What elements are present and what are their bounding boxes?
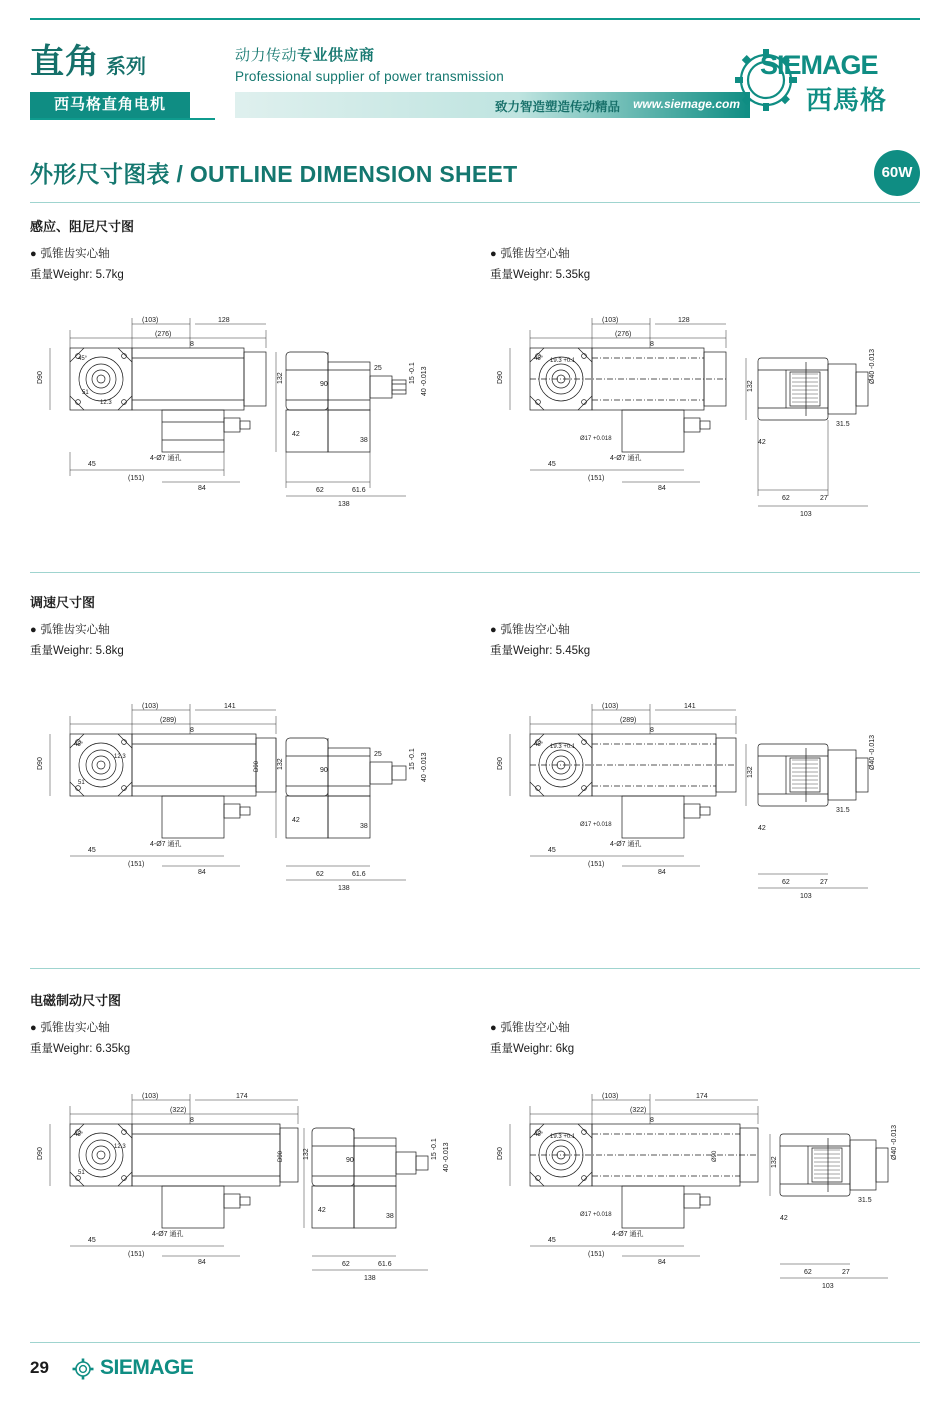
dim-g: D90 [37,371,44,384]
svg-text:12.3: 12.3 [114,1144,126,1150]
svg-text:27: 27 [842,1269,850,1276]
section-1-title: 感应、阻尼尺寸图 [30,219,135,234]
dim-a: (103) [142,317,159,324]
brand-subtitle-bar: 西马格直角电机 [30,92,190,118]
svg-text:31.5: 31.5 [836,421,850,428]
svg-text:84: 84 [198,1259,206,1266]
dim-q: 40 -0.013 [421,366,428,396]
drawing-1-right [490,300,920,530]
svg-text:40 -0.013: 40 -0.013 [443,1142,450,1172]
svg-text:(151): (151) [588,861,605,868]
svg-text:27: 27 [820,879,828,886]
bullet-dot-icon: ● [30,1022,37,1034]
svg-text:Ø17 +0.018: Ø17 +0.018 [580,1212,612,1218]
page-header [30,40,920,126]
footer-logo: SIEMAGE [100,1356,194,1379]
svg-text:38: 38 [386,1213,394,1220]
title-divider [30,202,920,203]
svg-text:84: 84 [658,869,666,876]
svg-text:45°: 45° [534,356,544,362]
drawing-3-left [30,1076,460,1291]
svg-text:8: 8 [650,341,654,348]
section-2-right-weight: 重量Weighr: 5.45kg [490,645,591,657]
section-2-divider [30,968,920,969]
svg-text:D90: D90 [37,757,44,770]
logo-wordmark-cn: 西馬格 [806,85,888,115]
section-1-right-bullet [490,245,920,261]
dim-b: 128 [218,317,230,324]
svg-text:62: 62 [316,871,324,878]
section-induction-damping [30,216,920,281]
svg-text:31.5: 31.5 [858,1197,872,1204]
svg-text:15 -0.1: 15 -0.1 [431,1138,438,1160]
website-link[interactable]: www.siemage.com [633,97,740,111]
brand-underline [30,118,215,120]
section-1-left-header [30,245,460,282]
svg-text:19.3 +0.1: 19.3 +0.1 [550,358,576,364]
dim-p: 15 -0.1 [409,362,416,384]
section-1-left-bullet [30,245,460,261]
svg-text:(276): (276) [615,331,632,338]
svg-text:15 -0.1: 15 -0.1 [409,748,416,770]
dim-r: 12.3 [100,400,112,406]
section-3-right-bullet-text: 弧锥齿空心轴 [500,1022,570,1034]
svg-text:27: 27 [820,495,828,502]
bullet-dot-icon: ● [30,624,37,636]
dim-e: 84 [198,485,206,492]
svg-text:132: 132 [277,758,284,770]
section-3-right-header [490,1019,920,1056]
logo-wordmark: SIEMAGE [760,50,878,80]
svg-text:8: 8 [650,727,654,734]
gear-icon [72,1358,94,1380]
section-3-left-weight: 重量Weighr: 6.35kg [30,1043,131,1055]
page-title: 外形尺寸图表 / OUTLINE DIMENSION SHEET [30,161,518,187]
svg-text:(289): (289) [160,717,177,724]
dim-s: 51 [82,390,89,396]
svg-text:45: 45 [548,461,556,468]
svg-text:42: 42 [318,1207,326,1214]
svg-text:(151): (151) [128,1251,145,1258]
svg-text:4-Ø7 通孔: 4-Ø7 通孔 [610,455,642,462]
section-2-left-header [30,621,460,658]
slogan-english: Professional supplier of power transmission [235,69,504,84]
svg-text:141: 141 [684,703,696,710]
svg-text:42: 42 [758,825,766,832]
svg-text:141: 141 [224,703,236,710]
svg-text:19.3 +0.1: 19.3 +0.1 [550,1134,576,1140]
svg-text:45: 45 [548,1237,556,1244]
header-gradient-cn: 致力智造塑造传动精品 [494,100,620,114]
top-divider [30,18,920,20]
section-3-left-header [30,1019,460,1056]
svg-text:(103): (103) [142,703,159,710]
svg-text:132: 132 [771,1156,778,1168]
svg-text:D90: D90 [497,1147,504,1160]
dim-ang: 45° [78,356,88,362]
section-1-right-header [490,245,920,282]
section-3-columns [30,1019,920,1055]
dim-holes: 4-Ø7 通孔 [150,455,182,462]
svg-text:4-Ø7 通孔: 4-Ø7 通孔 [612,1231,644,1238]
svg-text:132: 132 [303,1148,310,1160]
section-3-right-weight: 重量Weighr: 6kg [490,1043,575,1055]
drawing-3-right [490,1076,920,1291]
svg-text:(151): (151) [588,1251,605,1258]
section-2-title: 调速尺寸图 [30,595,96,610]
brand-title [30,40,215,89]
section-2-left-bullet [30,621,460,637]
svg-text:174: 174 [236,1093,248,1100]
svg-text:132: 132 [747,380,754,392]
svg-text:(103): (103) [142,1093,159,1100]
svg-text:(103): (103) [602,317,619,324]
svg-text:Ø40 -0.013: Ø40 -0.013 [891,1124,898,1160]
drawing-1-left [30,300,460,530]
svg-text:Ø17 +0.018: Ø17 +0.018 [580,436,612,442]
section-3-right-bullet [490,1019,920,1035]
dim-c: 8 [190,341,194,348]
svg-text:25: 25 [374,751,382,758]
svg-text:42: 42 [758,439,766,446]
brand-block [30,40,215,126]
dim-j: 42 [292,431,300,438]
svg-text:84: 84 [658,1259,666,1266]
svg-text:Ø90: Ø90 [712,1150,718,1162]
svg-text:45°: 45° [534,742,544,748]
page-title-row [30,150,920,198]
slogan-cn-part2: 专业供应商 [297,47,375,64]
svg-text:4-Ø7 通孔: 4-Ø7 通孔 [610,841,642,848]
svg-text:8: 8 [190,727,194,734]
svg-text:8: 8 [190,1117,194,1124]
drawing-2-right [490,686,920,901]
section-electromagnetic-brake [30,990,920,1055]
svg-text:8: 8 [650,1117,654,1124]
svg-text:(103): (103) [602,703,619,710]
bullet-dot-icon: ● [490,248,497,260]
svg-text:42: 42 [780,1215,788,1222]
svg-text:174: 174 [696,1093,708,1100]
section-speed-control [30,592,920,657]
slogan-chinese [235,44,705,65]
svg-text:62: 62 [782,495,790,502]
svg-text:138: 138 [338,885,350,892]
svg-text:19.3 +0.1: 19.3 +0.1 [550,744,576,750]
brand-series: 系列 [106,56,146,78]
company-logo [720,40,920,120]
svg-text:103: 103 [800,511,812,518]
svg-text:12.3: 12.3 [114,754,126,760]
svg-text:(322): (322) [170,1107,187,1114]
header-gradient-bar [235,92,750,118]
svg-text:45°: 45° [534,1132,544,1138]
dim-f: 45 [88,461,96,468]
svg-text:90: 90 [320,767,328,774]
bullet-dot-icon: ● [490,624,497,636]
svg-text:62: 62 [804,1269,812,1276]
svg-text:38: 38 [360,823,368,830]
dim-i: 90 [320,381,328,388]
bullet-dot-icon: ● [30,248,37,260]
svg-text:103: 103 [800,893,812,900]
slogan-cn-part1: 动力传动 [235,47,298,64]
section-3-left-bullet [30,1019,460,1035]
svg-text:Ø17 +0.018: Ø17 +0.018 [580,822,612,828]
svg-text:45°: 45° [74,1132,84,1138]
section-1-right-weight: 重量Weighr: 5.35kg [490,269,591,281]
drawing-2-left [30,686,460,901]
svg-text:Ø40 -0.013: Ø40 -0.013 [869,348,876,384]
svg-text:84: 84 [658,485,666,492]
dim-l: 62 [316,487,324,494]
svg-text:51: 51 [78,1170,85,1176]
svg-text:4-Ø7 通孔: 4-Ø7 通孔 [150,841,182,848]
section-1-divider [30,572,920,573]
section-2-right-bullet [490,621,920,637]
svg-text:(151): (151) [588,475,605,482]
dim-n: 138 [338,501,350,508]
bullet-dot-icon: ● [490,1022,497,1034]
power-badge: 60W [874,150,920,196]
footer-divider [30,1342,920,1343]
svg-text:61.6: 61.6 [352,871,366,878]
section-2-right-bullet-text: 弧锥齿空心轴 [500,624,570,636]
section-3-title: 电磁制动尺寸图 [30,993,122,1008]
slogan-block [235,44,705,84]
svg-text:45: 45 [88,847,96,854]
svg-text:138: 138 [364,1275,376,1282]
svg-text:61.6: 61.6 [378,1261,392,1268]
svg-text:(103): (103) [602,1093,619,1100]
svg-text:(151): (151) [128,861,145,868]
svg-text:42: 42 [292,817,300,824]
svg-text:45: 45 [88,1237,96,1244]
svg-text:(322): (322) [630,1107,647,1114]
svg-text:D90: D90 [254,760,260,772]
dim-k: 38 [360,437,368,444]
section-3-left-bullet-text: 弧锥齿实心轴 [40,1022,110,1034]
svg-text:90: 90 [346,1157,354,1164]
svg-text:D90: D90 [497,757,504,770]
dim-h: 132 [277,372,284,384]
section-2-columns [30,621,920,657]
svg-text:51: 51 [78,780,85,786]
svg-text:(289): (289) [620,717,637,724]
dim-o: 25 [374,365,382,372]
svg-text:62: 62 [782,879,790,886]
svg-text:45°: 45° [74,742,84,748]
svg-text:Ø40 -0.013: Ø40 -0.013 [869,734,876,770]
section-2-right-header [490,621,920,658]
dim-overall: (276) [155,331,172,338]
dim-d: (151) [128,475,145,482]
svg-text:40 -0.013: 40 -0.013 [421,752,428,782]
section-2-left-weight: 重量Weighr: 5.8kg [30,645,124,657]
brand-title-cn: 直角 [30,43,100,81]
page-footer [30,1356,920,1386]
dim-m: 61.6 [352,487,366,494]
svg-text:103: 103 [822,1283,834,1290]
svg-text:D90: D90 [278,1150,284,1162]
svg-text:31.5: 31.5 [836,807,850,814]
section-2-left-bullet-text: 弧锥齿实心轴 [40,624,110,636]
section-1-right-bullet-text: 弧锥齿空心轴 [500,248,570,260]
section-1-left-weight: 重量Weighr: 5.7kg [30,269,124,281]
svg-text:4-Ø7 通孔: 4-Ø7 通孔 [152,1231,184,1238]
section-1-columns [30,245,920,281]
svg-text:D90: D90 [37,1147,44,1160]
svg-text:D90: D90 [497,371,504,384]
svg-text:128: 128 [678,317,690,324]
svg-text:132: 132 [747,766,754,778]
section-1-left-bullet-text: 弧锥齿实心轴 [40,248,110,260]
svg-text:45: 45 [548,847,556,854]
svg-text:62: 62 [342,1261,350,1268]
page-number: 29 [30,1358,49,1377]
svg-text:84: 84 [198,869,206,876]
